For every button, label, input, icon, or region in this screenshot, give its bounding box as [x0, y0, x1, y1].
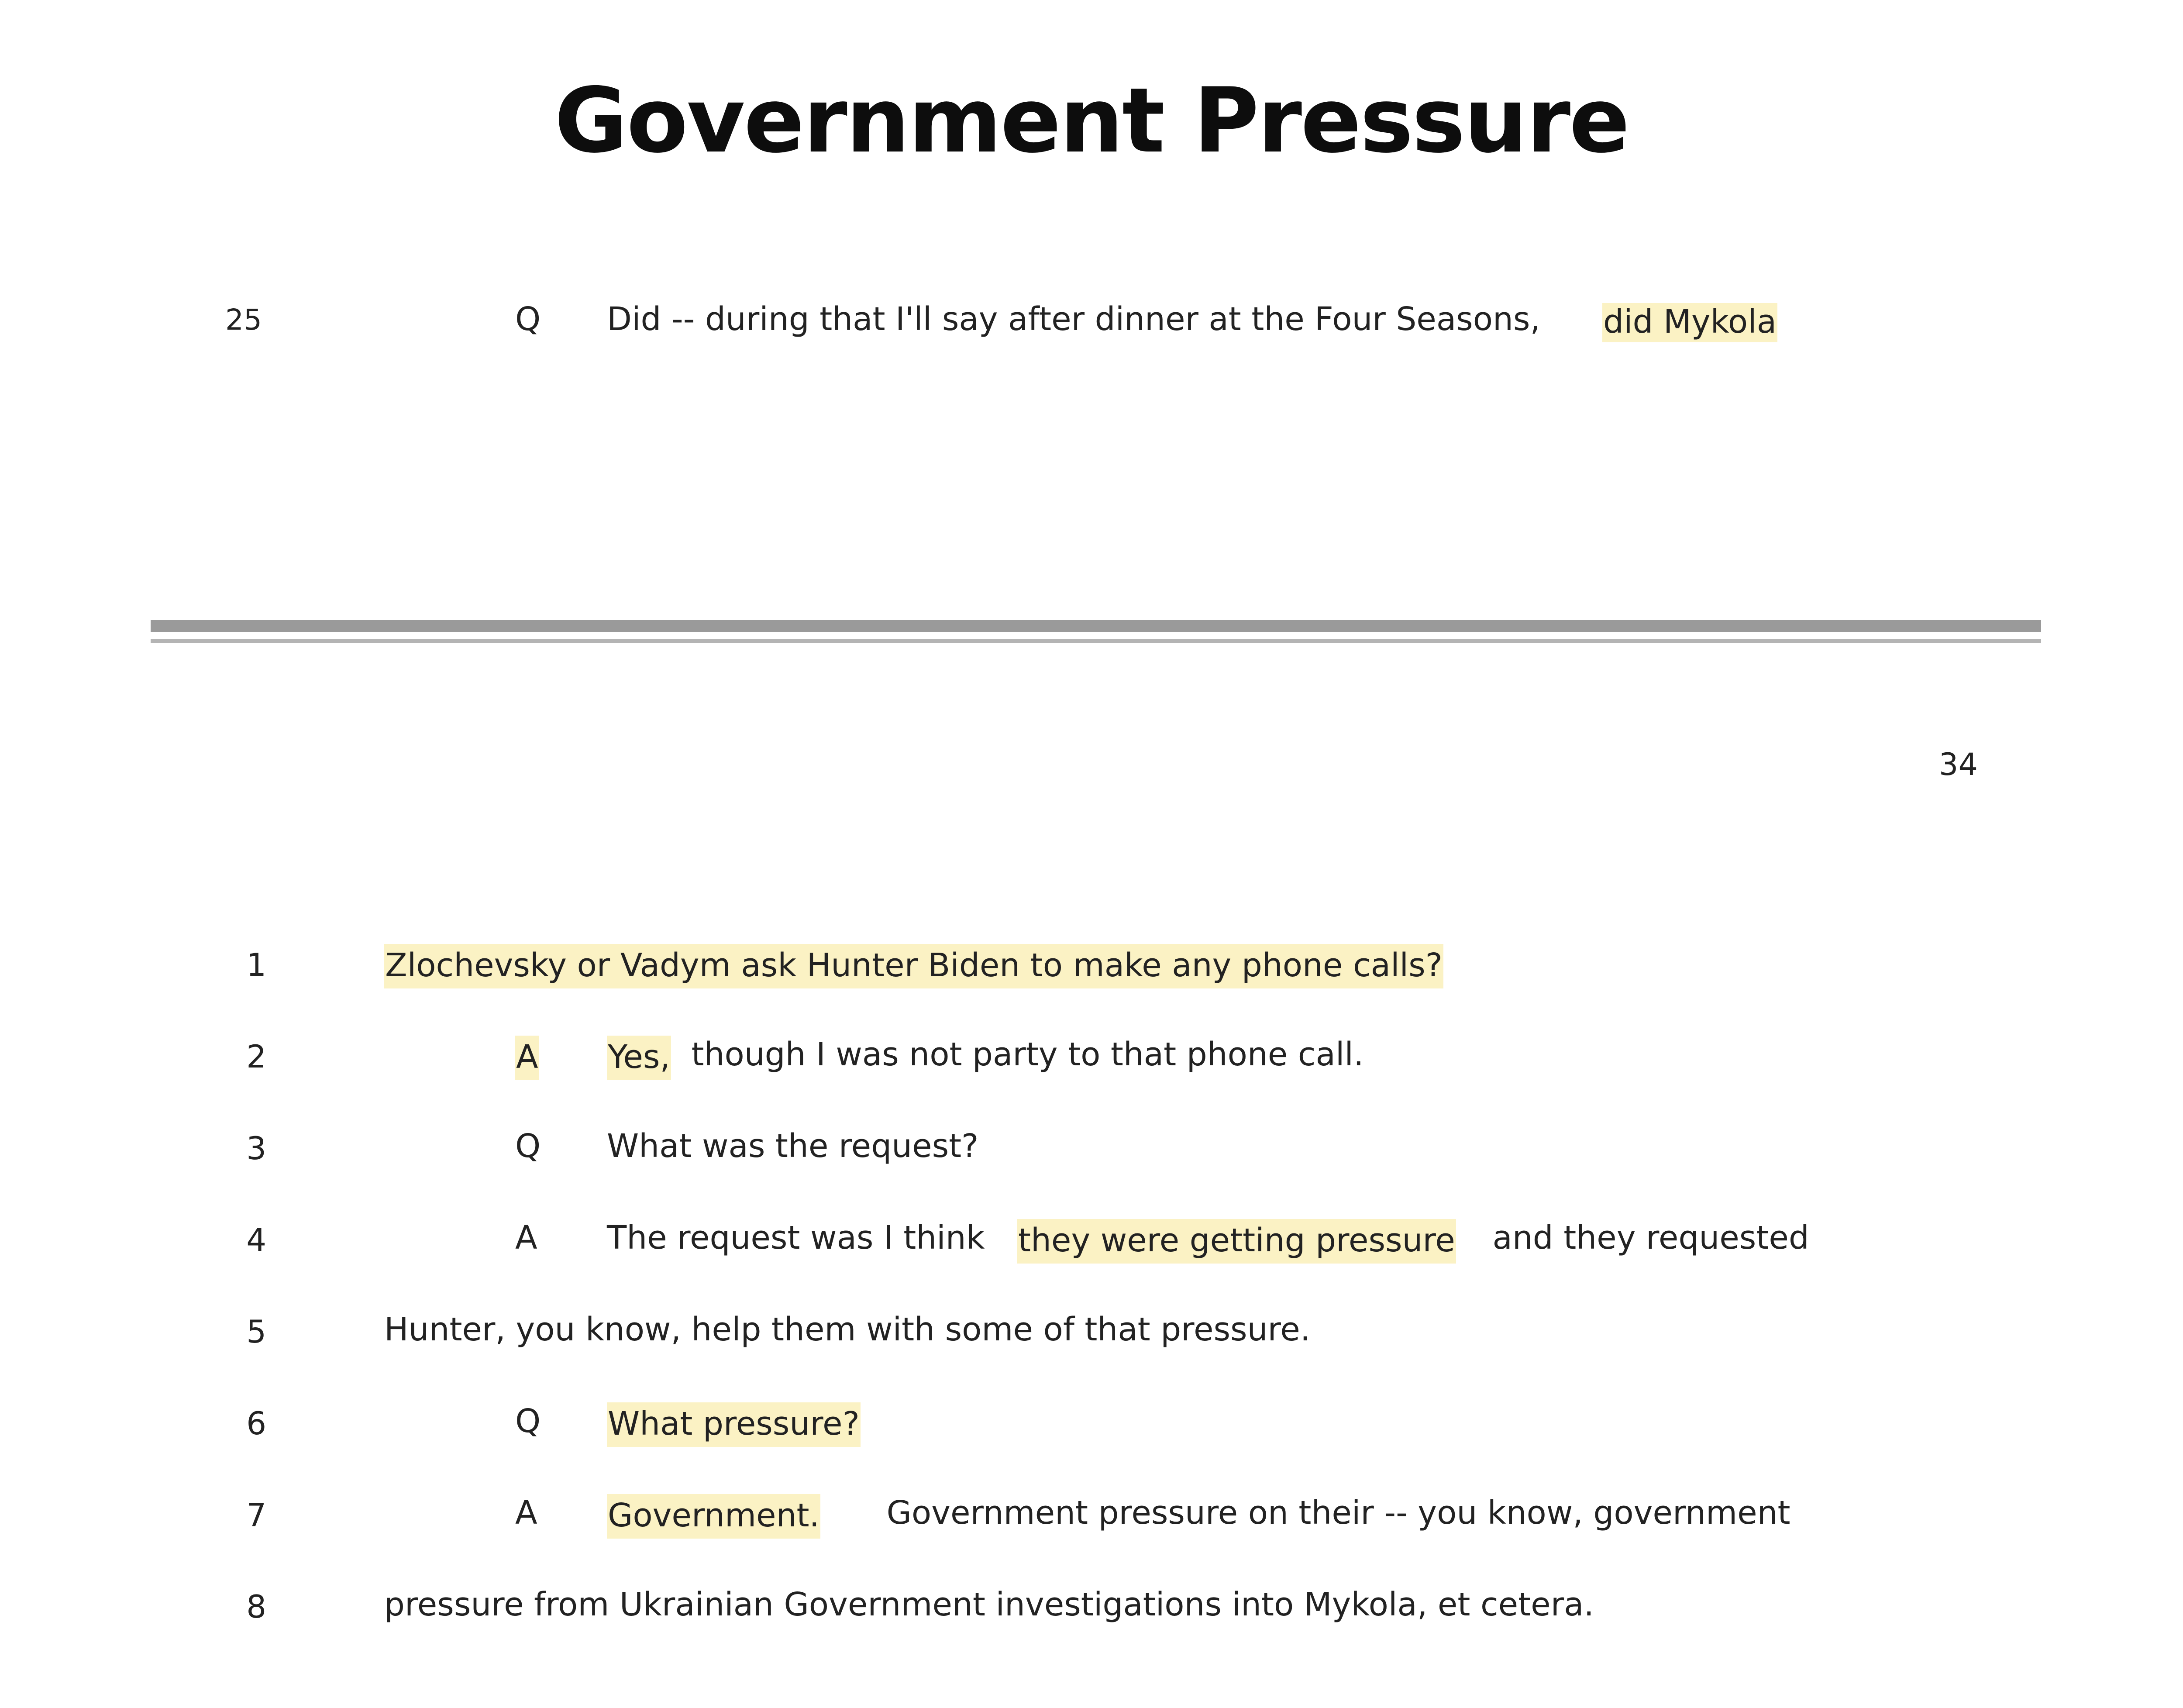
speaker-label: A	[515, 1494, 537, 1532]
line-text-highlight: they were getting pressure	[1017, 1219, 1456, 1264]
line-number: 3	[246, 1130, 266, 1167]
transcript-block	[0, 930, 2183, 1663]
speaker-label: A	[515, 1036, 539, 1080]
divider-thin	[151, 639, 2041, 643]
line-text-highlight: Yes,	[607, 1036, 671, 1080]
transcript-row	[0, 1388, 2183, 1480]
transcript-row	[0, 930, 2183, 1022]
line-number: 1	[246, 947, 266, 983]
line-number: 8	[246, 1588, 266, 1625]
transcript-row	[0, 1480, 2183, 1572]
line-text-post: Government pressure on their -- you know, government	[856, 1494, 1790, 1532]
line-text: Did -- during that I'll say after dinner at the Four Seasons,	[607, 300, 1551, 338]
page-title: Government Pressure	[554, 69, 1629, 173]
transcript-row	[0, 1022, 2183, 1113]
line-text-highlight: did Mykola	[1602, 303, 1777, 342]
speaker-label: Q	[515, 1402, 541, 1440]
document-page-number: 34	[1939, 747, 1978, 782]
line-text: pressure from Ukrainian Government investigations into Mykola, et cetera.	[384, 1586, 1594, 1623]
line-text: The request was I think	[607, 1219, 995, 1257]
speaker-label: Q	[515, 1127, 541, 1165]
line-number: 25	[225, 303, 262, 337]
transcript-row	[0, 1205, 2183, 1297]
line-text-highlight: Government.	[607, 1494, 820, 1539]
line-text-post: and they requested	[1482, 1219, 1809, 1257]
speaker-label: Q	[515, 300, 541, 338]
line-number: 5	[246, 1313, 266, 1350]
divider-thick	[151, 620, 2041, 632]
transcript-row	[0, 1572, 2183, 1663]
line-number: 4	[246, 1222, 266, 1258]
transcript-row	[0, 1297, 2183, 1388]
line-text: Zlochevsky or Vadym ask Hunter Biden to make any phone calls?	[384, 944, 1443, 988]
line-number: 7	[246, 1497, 266, 1533]
line-number: 6	[246, 1405, 266, 1442]
speaker-label: A	[515, 1219, 537, 1257]
line-text: though I was not party to that phone call.	[681, 1036, 1364, 1073]
line-number: 2	[246, 1038, 266, 1075]
line-text-highlight: What pressure?	[607, 1402, 861, 1447]
line-text: What was the request?	[607, 1127, 979, 1165]
transcript-row	[0, 1113, 2183, 1205]
line-text: Hunter, you know, help them with some of that pressure.	[384, 1311, 1311, 1348]
